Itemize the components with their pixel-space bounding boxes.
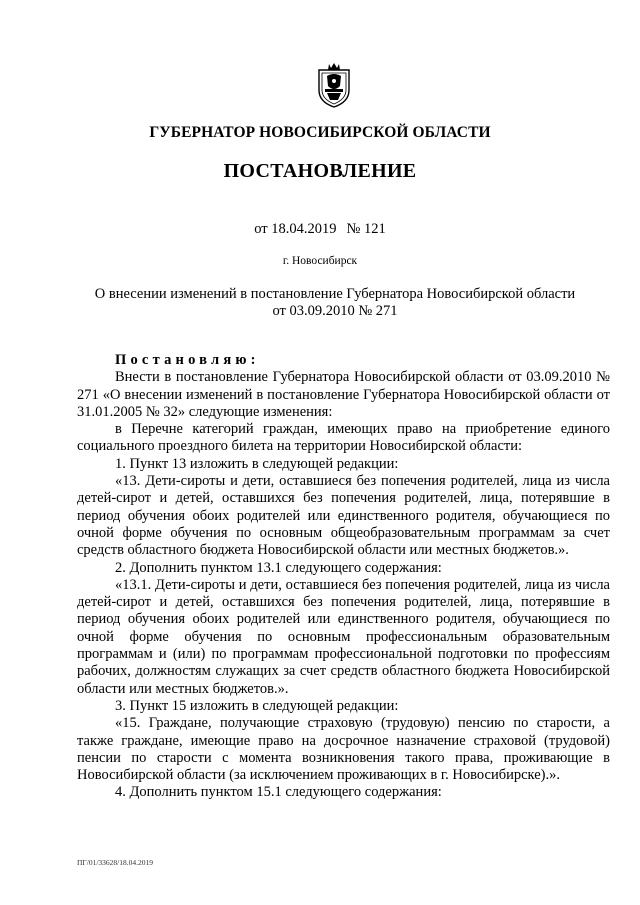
body-paragraph: 1. Пункт 13 изложить в следующей редакции: xyxy=(115,455,399,472)
document-body xyxy=(77,352,610,802)
date-number-line xyxy=(0,221,640,238)
document-type-title: ПОСТАНОВЛЕНИЕ xyxy=(223,160,417,182)
body-paragraph: «15. Граждане, получающие страховую (трудовую) пенсию по старости, а также граждане, имеющие право на досрочное назначение страховой (трудовой) пенсии по старости с момента возникновения такого права, проживающие в Новосибирской области (за исключением проживающих в г. Новосибирске).». xyxy=(77,715,610,784)
document-number: № 121 xyxy=(346,221,386,237)
resolves-heading: Постановляю: xyxy=(115,352,260,368)
body-paragraph: Внести в постановление Губернатора Новосибирской области от 03.09.2010 № 271 «О внесении изменений в постановление Губернатора Новосибирской области от 31.01.2005 № 32» следующие изменения: xyxy=(77,369,610,420)
subject-line-1: О внесении изменений в постановление Губернатора Новосибирской области xyxy=(94,286,576,302)
subject-line-2: от 03.09.2010 № 271 xyxy=(272,303,398,319)
body-paragraph: «13. Дети-сироты и дети, оставшиеся без попечения родителей, лица из числа детей-сирот и детей, оставшихся без попечения родителей, лица, потерявшие в период обучения обоих родителей или единственного родителя, обучающиеся по очной форме обучения по основным общеобразовательным программам за счет средств областного бюджета Новосибирской области или местных бюджетов.». xyxy=(77,473,610,559)
document-subject xyxy=(60,286,610,320)
coat-of-arms-icon xyxy=(316,62,352,108)
footer-code: ПГ/01/33628/18.04.2019 xyxy=(77,858,154,867)
body-paragraph: 2. Дополнить пунктом 13.1 следующего содержания: xyxy=(115,559,442,576)
document-date: от 18.04.2019 xyxy=(254,221,337,237)
issue-city: г. Новосибирск xyxy=(282,255,358,267)
body-paragraph: «13.1. Дети-сироты и дети, оставшиеся без попечения родителей, лица из числа детей-сирот и детей, оставшихся без попечения родителей, лица, потерявшие в период обучения обоих родителей или единственного родителя, обучающиеся по очной форме обучения по основным профессиональным образовательным программам и (или) по программам профессиональной подготовки по профессиям рабочих, должностям служащих за счет средств областного бюджета Новосибирской области или местных бюджетов.». xyxy=(77,576,610,697)
issuing-authority: ГУБЕРНАТОР НОВОСИБИРСКОЙ ОБЛАСТИ xyxy=(149,124,491,141)
body-paragraph: 4. Дополнить пунктом 15.1 следующего содержания: xyxy=(115,784,442,801)
body-paragraph: в Перечне категорий граждан, имеющих право на приобретение единого социального проездного билета на территории Новосибирской области: xyxy=(77,421,610,455)
body-paragraph: 3. Пункт 15 изложить в следующей редакции: xyxy=(115,697,399,714)
